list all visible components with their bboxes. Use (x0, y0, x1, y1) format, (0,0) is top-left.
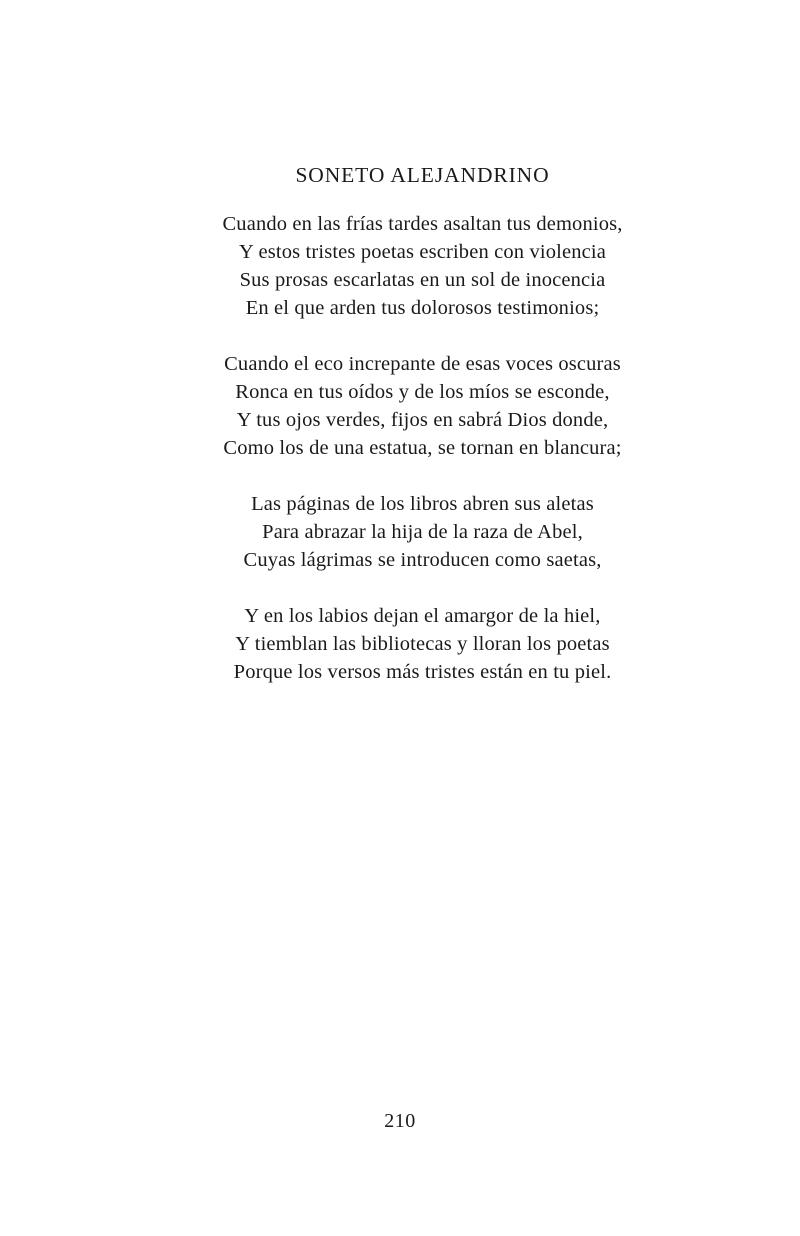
verse-line: Y en los labios dejan el amargor de la hiel, (244, 605, 601, 627)
verse-line: En el que arden tus dolorosos testimonios; (245, 297, 600, 319)
verse-line: Y estos tristes poetas escriben con violencia (239, 241, 606, 263)
verse-line: Como los de una estatua, se tornan en blancura; (223, 437, 622, 459)
poem-title: SONETO ALEJANDRINO (295, 163, 550, 187)
verse-line: Cuyas lágrimas se introducen como saetas, (243, 549, 602, 571)
verse-line: Y tus ojos verdes, fijos en sabrá Dios donde, (236, 409, 609, 431)
verse-line: Las páginas de los libros abren sus aletas (251, 493, 594, 515)
verse-line: Porque los versos más tristes están en tu piel. (233, 661, 612, 683)
poem-body (150, 160, 695, 686)
verse-line: Cuando el eco increpante de esas voces oscuras (224, 353, 621, 375)
verse-line: Cuando en las frías tardes asaltan tus demonios, (222, 213, 623, 235)
verse-line: Para abrazar la hija de la raza de Abel, (262, 521, 583, 543)
verse-line: Ronca en tus oídos y de los míos se esconde, (235, 381, 610, 403)
stanza (150, 602, 695, 686)
page-number: 210 (384, 1110, 416, 1132)
verse-line: Y tiemblan las bibliotecas y lloran los poetas (235, 633, 610, 655)
stanza (150, 350, 695, 462)
verse-line: Sus prosas escarlatas en un sol de inocencia (239, 269, 606, 291)
stanza (150, 490, 695, 574)
stanza (150, 210, 695, 322)
